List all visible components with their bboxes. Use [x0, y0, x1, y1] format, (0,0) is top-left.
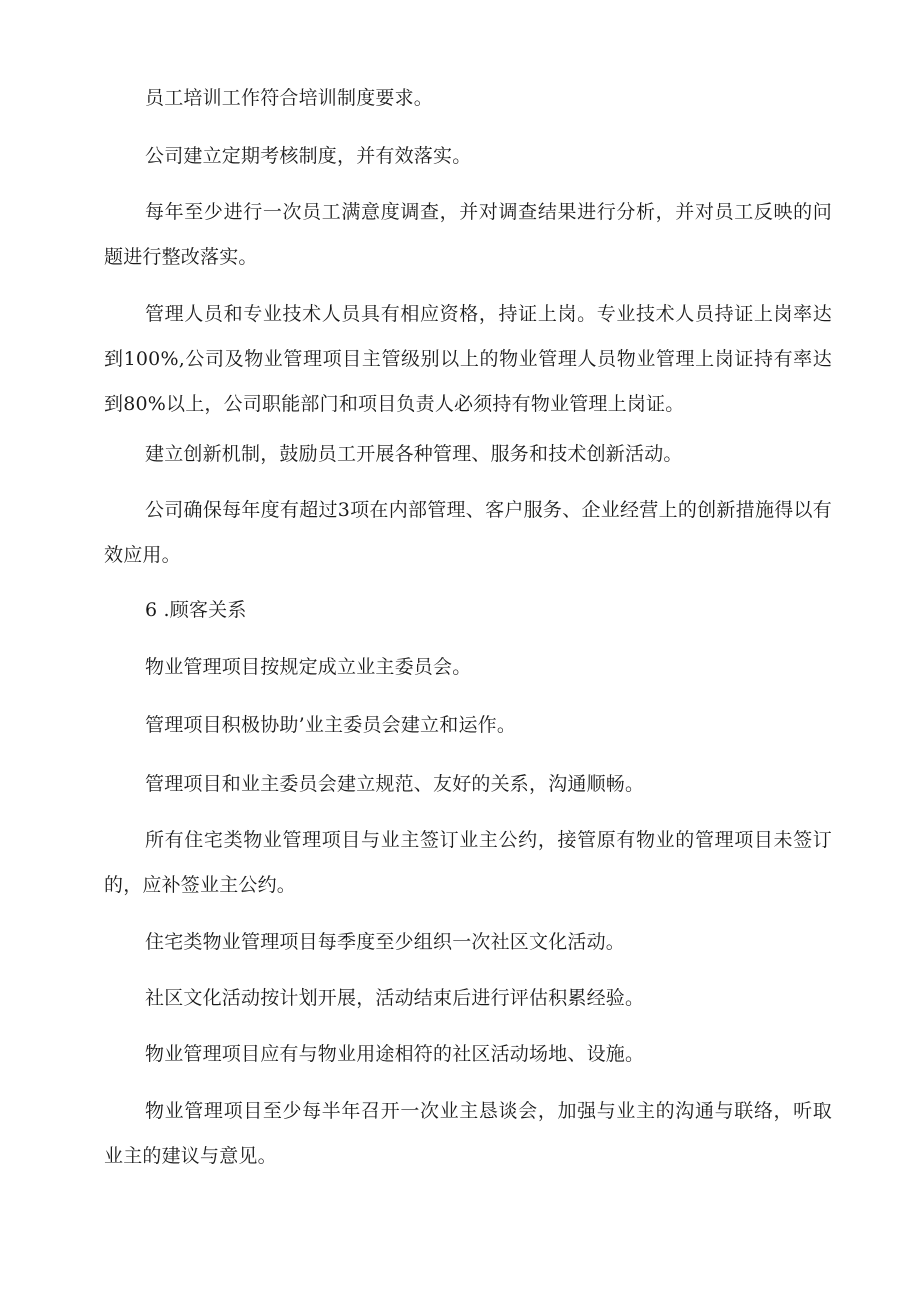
paragraph-innovation-measures: 公司确保每年度有超过3项在内部管理、客户服务、企业经营上的创新措施得以有效应用。: [104, 499, 832, 566]
paragraph-training-requirements: 员工培训工作符合培训制度要求。: [145, 87, 434, 109]
paragraph-committee-relationship: 管理项目和业主委员会建立规范、友好的关系，沟通顺畅。: [145, 773, 645, 795]
paragraph-assessment-system: 公司建立定期考核制度，并有效落实。: [145, 145, 472, 167]
paragraph-cultural-activities: 住宅类物业管理项目每季度至少组织一次社区文化活动。: [145, 931, 626, 953]
section-heading-customer-relations: 6 .顾客关系: [145, 599, 247, 621]
paragraph-owner-meetings: 物业管理项目至少每半年召开一次业主恳谈会，加强与业主的沟通与联络，听取业主的建议与意见。: [104, 1100, 832, 1167]
paragraph-qualifications: 管理人员和专业技术人员具有相应资格，持证上岗。专业技术人员持证上岗率达到100%,公司及物业管理项目主管级别以上的物业管理人员物业管理上岗证持有率达到80%以上，公司职能部门和项目负责人必须持有物业管理上岗证。: [104, 303, 832, 415]
paragraph-committee-assistance: 管理项目积极协助’业主委员会建立和运作。: [145, 714, 517, 736]
paragraph-activity-evaluation: 社区文化活动按计划开展，活动结束后进行评估积累经验。: [145, 987, 645, 1009]
paragraph-innovation-mechanism: 建立创新机制，鼓励员工开展各种管理、服务和技术创新活动。: [145, 443, 683, 465]
paragraph-owners-committee: 物业管理项目按规定成立业主委员会。: [145, 656, 472, 678]
paragraph-activity-facilities: 物业管理项目应有与物业用途相符的社区活动场地、设施。: [145, 1043, 645, 1065]
paragraph-satisfaction-survey: 每年至少进行一次员工满意度调查，并对调查结果进行分析，并对员工反映的问题进行整改落实。: [104, 201, 832, 268]
paragraph-owners-convention: 所有住宅类物业管理项目与业主签订业主公约，接管原有物业的管理项目未签订的，应补签业主公约。: [104, 829, 832, 896]
